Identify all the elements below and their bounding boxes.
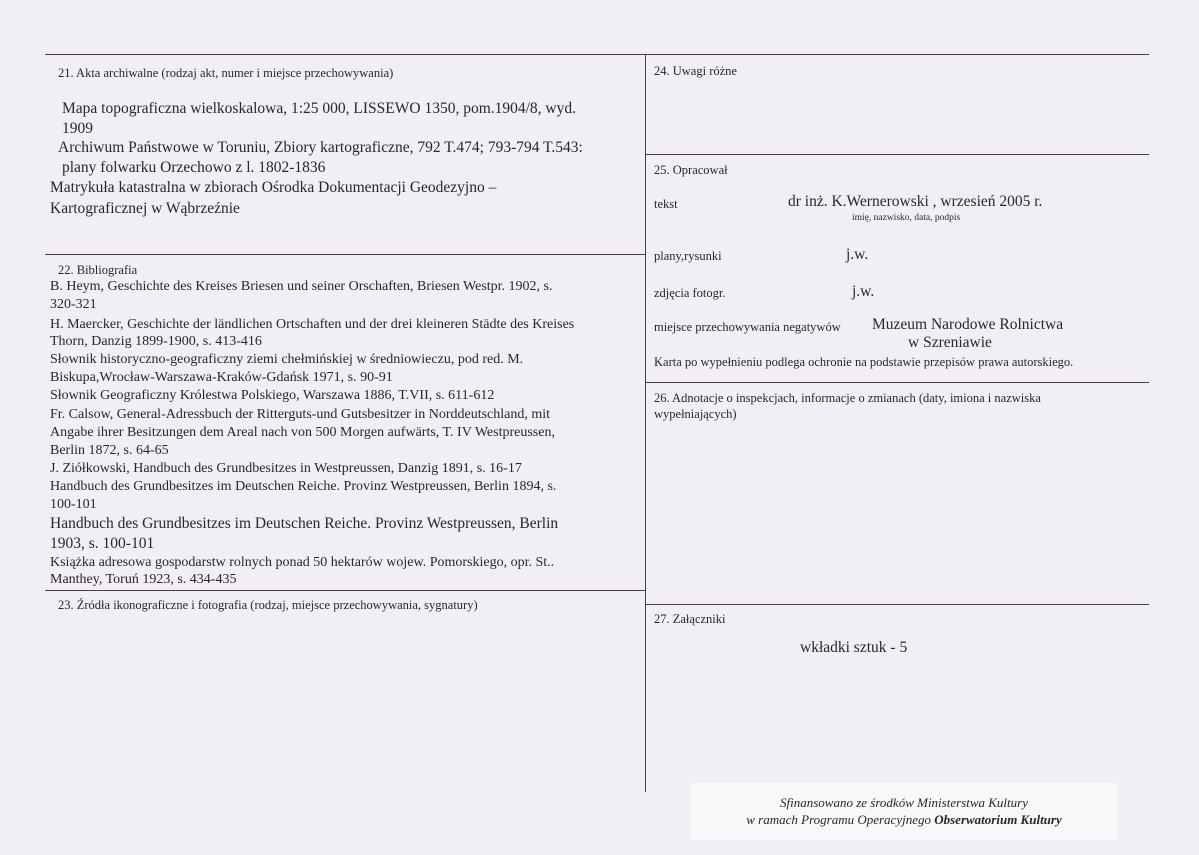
section-26-heading-cont: wypełniających)	[654, 407, 737, 421]
divider-24-25	[645, 154, 1149, 155]
bibliography-line: Książka adresowa gospodarstw rolnych ponad 50 hektarów wojew. Pomorskiego, opr. St..	[50, 555, 555, 570]
section-27-heading: 27. Załączniki	[654, 612, 726, 626]
divider-25-26	[645, 382, 1149, 383]
bibliography-line: Fr. Calsow, General-Adressbuch der Ritterguts-und Gutsbesitzer in Norddeutschland, mit	[50, 407, 551, 422]
section-21-heading: 21. Akta archiwalne (rodzaj akt, numer i miejsce przechowywania)	[58, 66, 394, 80]
miejsce-label: miejsce przechowywania negatywów	[654, 320, 841, 334]
attachments-value: wkładki sztuk - 5	[800, 639, 908, 656]
section-21-line: plany folwarku Orzechowo z l. 1802-1836	[62, 159, 326, 176]
section-22-heading: 22. Bibliografia	[58, 263, 138, 277]
section-24-heading: 24. Uwagi różne	[654, 64, 737, 78]
section-21-line: Kartograficznej w Wąbrzeźnie	[50, 200, 240, 217]
section-25-heading: 25. Opracował	[654, 163, 728, 177]
bibliography-line: 320-321	[50, 297, 97, 312]
bibliography-line: Biskupa,Wrocław-Warszawa-Kraków-Gdańsk 1971, s. 90-91	[50, 370, 393, 385]
section-21-line: Matrykuła katastralna w zbiorach Ośrodka Dokumentacji Geodezyjno –	[50, 179, 497, 196]
column-divider	[645, 54, 646, 792]
divider-26-27	[645, 604, 1149, 605]
bibliography-line: Berlin 1872, s. 64-65	[50, 443, 169, 458]
miejsce-value-2: w Szreniawie	[908, 334, 992, 351]
tekst-value: dr inż. K.Wernerowski , wrzesień 2005 r.	[788, 193, 1043, 210]
plany-value: j.w.	[846, 246, 869, 263]
funding-line-2-prefix: w ramach Programu Operacyjnego	[746, 812, 935, 827]
section-23-heading: 23. Źródła ikonograficzne i fotografia (rodzaj, miejsce przechowywania, sygnatury)	[58, 598, 478, 612]
top-border	[45, 54, 1149, 55]
tekst-caption: imię, nazwisko, data, podpis	[852, 213, 961, 223]
funding-line-1: Sfinansowano ze środków Ministerstwa Kultury	[780, 795, 1028, 810]
funding-stamp	[690, 783, 1118, 840]
bibliography-line: Angabe ihrer Besitzungen dem Areal nach von 500 Morgen aufwärts, T. IV Westpreussen,	[50, 425, 555, 440]
divider-22-23	[45, 590, 646, 591]
section-26-heading: 26. Adnotacje o inspekcjach, informacje o zmianach (daty, imiona i nazwiska	[654, 391, 1041, 405]
funding-program-name: Obserwatorium Kultury	[934, 812, 1062, 827]
plany-label: plany,rysunki	[654, 249, 722, 263]
bibliography-line: Manthey, Toruń 1923, s. 434-435	[50, 572, 237, 587]
bibliography-line: 100-101	[50, 497, 97, 512]
bibliography-line: 1903, s. 100-101	[50, 535, 155, 552]
bibliography-line: Słownik Geograficzny Królestwa Polskiego, Warszawa 1886, T.VII, s. 611-612	[50, 388, 495, 403]
bibliography-line: B. Heym, Geschichte des Kreises Briesen und seiner Orschaften, Briesen Westpr. 1902, s.	[50, 279, 553, 294]
zdjecia-label: zdjęcia fotogr.	[654, 286, 726, 300]
bibliography-line: Handbuch des Grundbesitzes im Deutschen Reiche. Provinz Westpreussen, Berlin	[50, 515, 559, 532]
divider-21-22	[45, 254, 646, 255]
zdjecia-value: j.w.	[852, 283, 875, 300]
section-21-line: 1909	[62, 120, 93, 137]
section-21-line: Archiwum Państwowe w Toruniu, Zbiory kartograficzne, 792 T.474; 793-794 T.543:	[58, 139, 583, 156]
miejsce-value-1: Muzeum Narodowe Rolnictwa	[872, 316, 1064, 333]
bibliography-line: J. Ziółkowski, Handbuch des Grundbesitzes in Westpreussen, Danzig 1891, s. 16-17	[50, 461, 522, 476]
tekst-label: tekst	[654, 197, 678, 211]
bibliography-line: Handbuch des Grundbesitzes im Deutschen Reiche. Provinz Westpreussen, Berlin 1894, s.	[50, 479, 557, 494]
bibliography-line: H. Maercker, Geschichte der ländlichen Ortschaften und der drei kleineren Städte des Kreises	[50, 317, 575, 332]
funding-line-2	[690, 812, 1118, 828]
bibliography-line: Thorn, Danzig 1899-1900, s. 413-416	[50, 334, 262, 349]
copyright-notice: Karta po wypełnieniu podlega ochronie na podstawie przepisów prawa autorskiego.	[654, 355, 1074, 369]
bibliography-line: Słownik historyczno-geograficzny ziemi chełmińskiej w średniowieczu, pod red. M.	[50, 352, 524, 367]
section-21-line: Mapa topograficzna wielkoskalowa, 1:25 000, LISSEWO 1350, pom.1904/8, wyd.	[62, 100, 576, 117]
